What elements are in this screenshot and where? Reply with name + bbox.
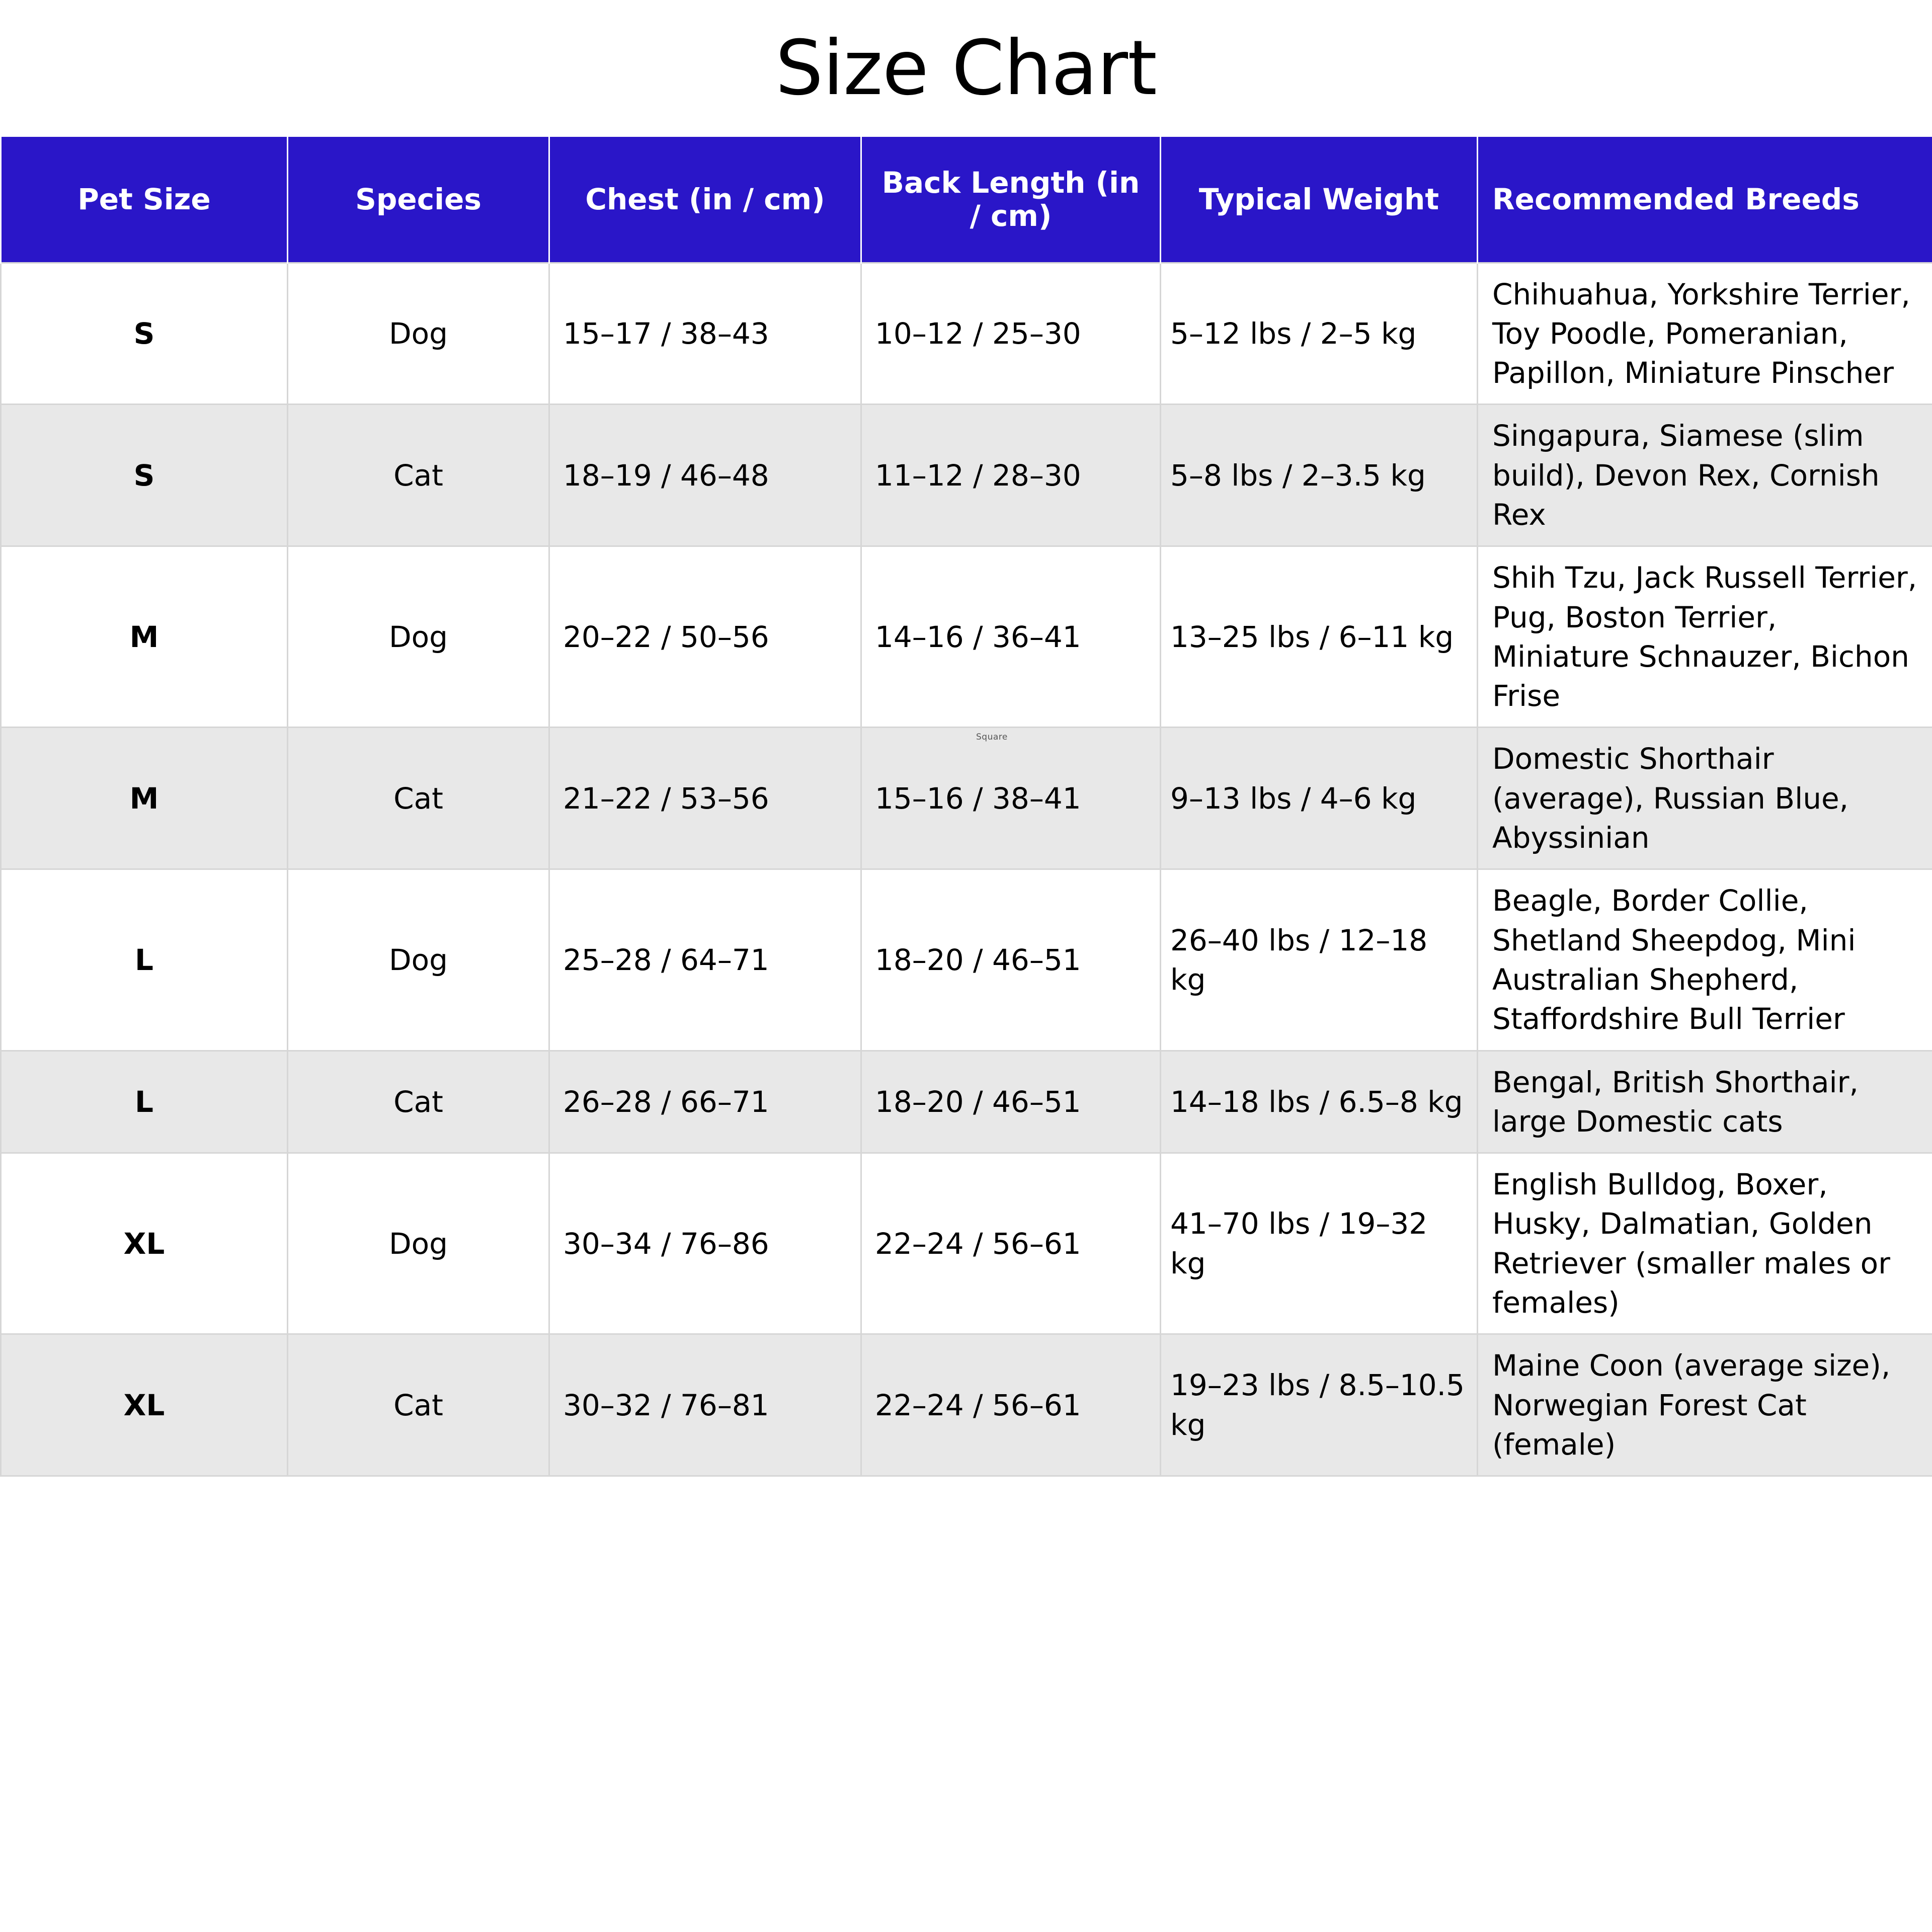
cell-chest: 15–17 / 38–43 — [549, 263, 861, 405]
cell-species: Dog — [288, 546, 549, 728]
cell-typical-weight: 41–70 lbs / 19–32 kg — [1161, 1153, 1478, 1334]
cell-typical-weight: 5–8 lbs / 2–3.5 kg — [1161, 405, 1478, 546]
table-row — [1, 405, 1932, 546]
cell-typical-weight: 14–18 lbs / 6.5–8 kg — [1161, 1051, 1478, 1153]
cell-species: Cat — [288, 405, 549, 546]
cell-species: Dog — [288, 869, 549, 1051]
cell-typical-weight: 13–25 lbs / 6–11 kg — [1161, 546, 1478, 728]
cell-pet-size: S — [1, 405, 288, 546]
cell-back-length: 10–12 / 25–30 — [861, 263, 1161, 405]
column-header-species: Species — [288, 137, 549, 263]
cell-typical-weight: 9–13 lbs / 4–6 kg — [1161, 728, 1478, 869]
cell-recommended-breeds: Beagle, Border Collie, Shetland Sheepdog, Mini Australian Shepherd, Staffordshire Bull Terrier — [1478, 869, 1932, 1051]
cell-chest: 30–32 / 76–81 — [549, 1334, 861, 1476]
cell-recommended-breeds: Domestic Shorthair (average), Russian Blue, Abyssinian — [1478, 728, 1932, 869]
cell-species: Dog — [288, 1153, 549, 1334]
column-header-pet-size: Pet Size — [1, 137, 288, 263]
table-row — [1, 1334, 1932, 1476]
cell-recommended-breeds: Singapura, Siamese (slim build), Devon Rex, Cornish Rex — [1478, 405, 1932, 546]
cell-chest: 20–22 / 50–56 — [549, 546, 861, 728]
cell-back-length: 22–24 / 56–61 — [861, 1153, 1161, 1334]
cell-chest: 30–34 / 76–86 — [549, 1153, 861, 1334]
table-row — [1, 263, 1932, 405]
cell-pet-size: M — [1, 728, 288, 869]
header-row — [1, 137, 1932, 263]
cell-pet-size: M — [1, 546, 288, 728]
title-area — [0, 0, 1932, 137]
cell-chest: 25–28 / 64–71 — [549, 869, 861, 1051]
column-header-recommended-breeds: Recommended Breeds — [1478, 137, 1932, 263]
cell-back-length: 22–24 / 56–61 — [861, 1334, 1161, 1476]
table-body — [1, 263, 1932, 1476]
cell-pet-size: XL — [1, 1153, 288, 1334]
cell-typical-weight: 5–12 lbs / 2–5 kg — [1161, 263, 1478, 405]
page-title: Size Chart — [775, 25, 1157, 112]
table-header — [1, 137, 1932, 263]
column-header-back-length: Back Length (in / cm) — [861, 137, 1161, 263]
table-row — [1, 728, 1932, 869]
cell-back-length: 18–20 / 46–51 — [861, 869, 1161, 1051]
column-header-typical-weight: Typical Weight — [1161, 137, 1478, 263]
cell-back-length: 14–16 / 36–41 — [861, 546, 1161, 728]
size-chart-table — [0, 137, 1932, 1477]
cell-typical-weight: 19–23 lbs / 8.5–10.5 kg — [1161, 1334, 1478, 1476]
cell-recommended-breeds: Chihuahua, Yorkshire Terrier, Toy Poodle, Pomeranian, Papillon, Miniature Pinscher — [1478, 263, 1932, 405]
cell-recommended-breeds: Bengal, British Shorthair, large Domestic cats — [1478, 1051, 1932, 1153]
cell-species: Cat — [288, 728, 549, 869]
cell-chest: 21–22 / 53–56 — [549, 728, 861, 869]
cell-species: Dog — [288, 263, 549, 405]
table-row — [1, 546, 1932, 728]
cell-species: Cat — [288, 1051, 549, 1153]
tiny-watermark-label: Square — [976, 732, 1008, 742]
cell-pet-size: XL — [1, 1334, 288, 1476]
cell-species: Cat — [288, 1334, 549, 1476]
cell-back-length: 11–12 / 28–30 — [861, 405, 1161, 546]
cell-recommended-breeds: Shih Tzu, Jack Russell Terrier, Pug, Boston Terrier, Miniature Schnauzer, Bichon Frise — [1478, 546, 1932, 728]
cell-recommended-breeds: Maine Coon (average size), Norwegian Forest Cat (female) — [1478, 1334, 1932, 1476]
cell-pet-size: S — [1, 263, 288, 405]
cell-back-length: 18–20 / 46–51 — [861, 1051, 1161, 1153]
cell-recommended-breeds: English Bulldog, Boxer, Husky, Dalmatian, Golden Retriever (smaller males or females) — [1478, 1153, 1932, 1334]
cell-chest: 18–19 / 46–48 — [549, 405, 861, 546]
table-row — [1, 1153, 1932, 1334]
cell-pet-size: L — [1, 869, 288, 1051]
cell-chest: 26–28 / 66–71 — [549, 1051, 861, 1153]
cell-typical-weight: 26–40 lbs / 12–18 kg — [1161, 869, 1478, 1051]
table-row — [1, 869, 1932, 1051]
cell-back-length: 15–16 / 38–41 — [861, 728, 1161, 869]
cell-pet-size: L — [1, 1051, 288, 1153]
table-row — [1, 1051, 1932, 1153]
column-header-chest: Chest (in / cm) — [549, 137, 861, 263]
